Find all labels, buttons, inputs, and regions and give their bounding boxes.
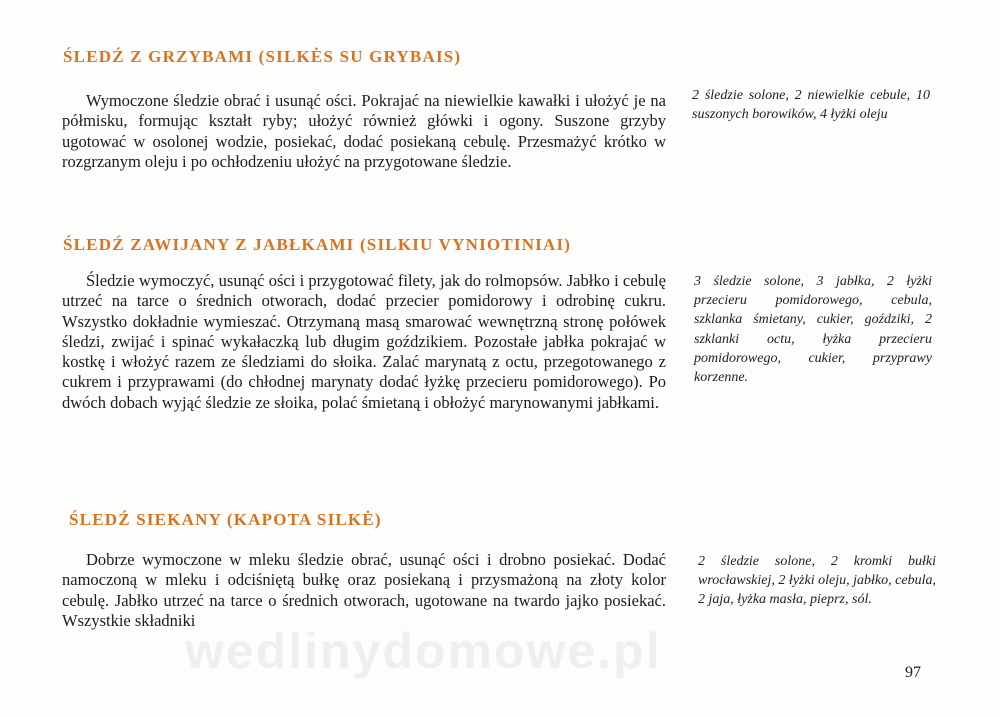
recipe-instructions: Śledzie wymoczyć, usunąć ości i przygotować filety, jak do rolmopsów. Jabłko i cebulę utrzeć na tarce o średnich otworach, dodać przecier pomidorowy i odrobinę cukru. Wszystko dokładnie wymieszać. Otrzymaną masą smarować wewnętrzną stronę połówek śledzi, zwijać i spinać wykałaczką lub długim goździkiem. Pozostałe jabłka pokrajać w kostkę i włożyć razem ze śledziami do słoika. Zalać marynatą z octu, przegotowanego z cukrem i przyprawami (do chłodnej marynaty dodać łyżkę przecieru pomidorowego). Po dwóch dobach wyjąć śledzie ze słoika, polać śmietaną i obłożyć marynowanymi jabłkami.	[62, 271, 666, 412]
watermark: wedlinydomowe.pl	[185, 623, 662, 679]
recipe-instructions: Dobrze wymoczone w mleku śledzie obrać, usunąć ości i drobno posiekać. Dodać namoczoną w mleku i odciśniętą bułkę oraz posiekaną i przysmażoną na złoty kolor cebulę. Jabłko utrzeć na tarce o średnich otworach, ugotowane na twardo jajko posiekać. Wszystkie składniki	[62, 550, 666, 630]
recipe-title: ŚLEDŹ SIEKANY (KAPOTA SILKĖ)	[69, 510, 382, 529]
recipe-instructions: Wymoczone śledzie obrać i usunąć ości. Pokrajać na niewielkie kawałki i ułożyć je na półmisku, formując kształt ryby; ułożyć również główki i ogony. Suszone grzyby ugotować w osolonej wodzie, posiekać, dodać posiekaną cebulę. Przesmażyć krótko w rozgrzanym oleju i po ochłodzeniu ułożyć na przygotowane śledzie.	[62, 91, 666, 171]
page-number: 97	[905, 664, 921, 681]
recipe-title: ŚLEDŹ Z GRZYBAMI (SILKĖS SU GRYBAIS)	[63, 47, 462, 66]
recipe-ingredients: 3 śledzie solone, 3 jabłka, 2 łyżki przecieru pomidorowego, cebula, szklanka śmietany, cukier, goździki, 2 szklanki octu, łyżka przecieru pomidorowego, cukier, przyprawy korzenne.	[694, 274, 932, 386]
recipe-ingredients: 2 śledzie solone, 2 kromki bułki wrocławskiej, 2 łyżki oleju, jabłko, cebula, 2 jaja, łyżka masła, pieprz, sól.	[698, 554, 936, 608]
recipe-title: ŚLEDŹ ZAWIJANY Z JABŁKAMI (SILKIU VYNIOTINIAI)	[63, 235, 572, 254]
recipe-ingredients: 2 śledzie solone, 2 niewielkie cebule, 10 suszonych borowików, 4 łyżki oleju	[692, 88, 930, 123]
